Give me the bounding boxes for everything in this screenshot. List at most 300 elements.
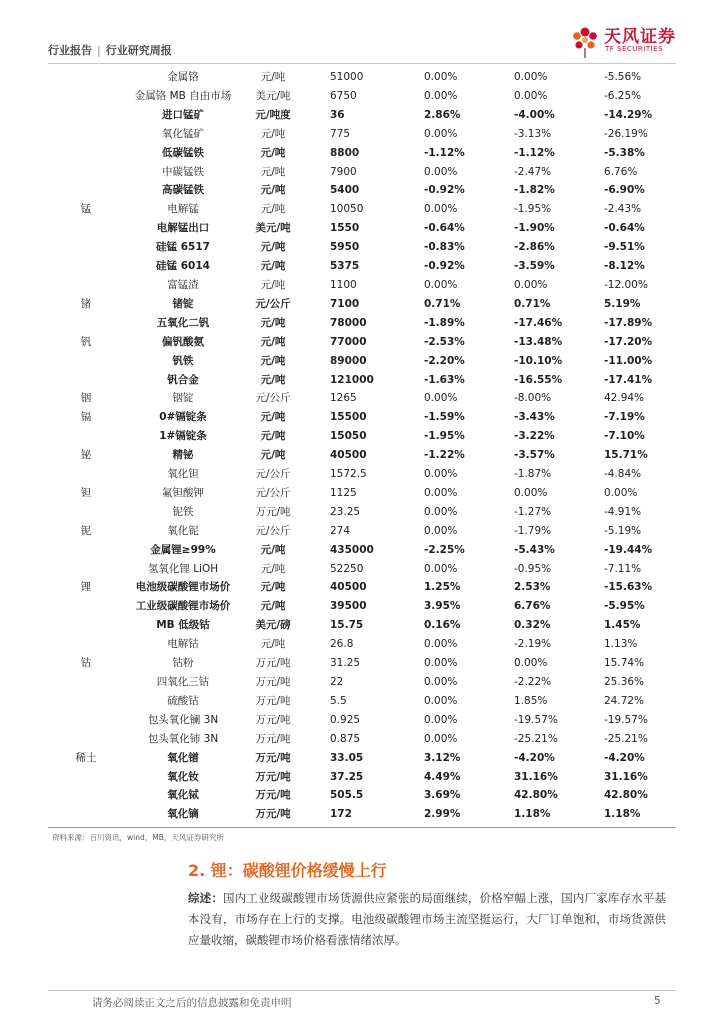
monthly-change-cell: -3.43% — [514, 411, 555, 424]
category-cell — [48, 219, 124, 238]
table-row — [48, 257, 676, 276]
unit-cell: 元/吨 — [260, 278, 286, 291]
product-name-cell: 精铋 — [172, 449, 194, 462]
table-row — [48, 352, 676, 371]
unit-cell: 元/吨 — [260, 638, 286, 651]
price-cell: 775 — [330, 127, 351, 140]
price-cell: 6750 — [330, 89, 357, 102]
price-cell: 274 — [330, 524, 351, 537]
tf-securities-logo — [568, 18, 698, 62]
product-name-cell: 硅锰 6517 — [156, 241, 210, 254]
monthly-change-cell: -1.82% — [514, 184, 555, 197]
weekly-change-cell: 1.25% — [424, 581, 461, 594]
product-name-cell: 金属铬 — [167, 71, 199, 83]
weekly-change-cell: 0.00% — [424, 127, 458, 140]
product-name-cell: 氧化铌 — [167, 524, 199, 537]
unit-cell: 元/吨 — [260, 562, 286, 575]
monthly-change-cell: -3.57% — [514, 449, 555, 462]
price-cell: 5950 — [330, 241, 360, 254]
monthly-change-cell: 0.32% — [514, 619, 551, 632]
category-cell — [48, 692, 124, 711]
product-name-cell: 1#镉锭条 — [159, 430, 207, 443]
unit-cell: 万元/吨 — [255, 751, 291, 764]
table-row — [48, 314, 676, 333]
table-row — [48, 711, 676, 730]
weekly-change-cell: 0.00% — [424, 468, 458, 481]
unit-cell: 元/公斤 — [255, 468, 291, 481]
category-cell — [48, 144, 124, 163]
footer-disclaimer: 请务必阅读正文之后的信息披露和免责申明 — [92, 997, 292, 1009]
category-cell: 钒 — [80, 335, 92, 348]
monthly-change-cell: -5.43% — [514, 543, 555, 556]
monthly-change-cell: -1.87% — [514, 468, 552, 481]
category-cell — [48, 616, 124, 635]
breadcrumb-weekly: 行业研究周报 — [105, 44, 172, 57]
table-row — [48, 200, 676, 219]
table-row — [48, 654, 676, 673]
price-cell: 51000 — [330, 71, 364, 83]
yearly-change-cell: -5.95% — [604, 600, 645, 613]
yearly-change-cell: 31.16% — [604, 770, 648, 783]
yearly-change-cell: -0.64% — [604, 222, 645, 235]
yearly-change-cell: -7.11% — [604, 562, 642, 575]
monthly-change-cell: 0.00% — [514, 657, 548, 670]
table-row — [48, 106, 676, 125]
product-name-cell: 铌铁 — [172, 505, 194, 518]
weekly-change-cell: 0.00% — [424, 676, 458, 688]
yearly-change-cell: 15.71% — [604, 449, 648, 462]
weekly-change-cell: 0.00% — [424, 562, 458, 575]
weekly-change-cell: 3.95% — [424, 600, 461, 613]
product-name-cell: 中碳锰铁 — [162, 165, 204, 178]
unit-cell: 元/吨 — [260, 203, 286, 216]
product-name-cell: 进口锰矿 — [162, 108, 204, 121]
unit-cell: 万元/吨 — [255, 732, 291, 745]
category-cell: 钴 — [80, 657, 92, 670]
weekly-change-cell: 2.99% — [424, 808, 461, 821]
table-row — [48, 144, 676, 163]
table-row — [48, 673, 676, 692]
weekly-change-cell: 0.00% — [424, 278, 458, 291]
unit-cell: 元/吨 — [260, 449, 286, 462]
price-cell: 40500 — [330, 449, 367, 462]
table-row — [48, 749, 676, 768]
product-name-cell: 钴粉 — [172, 657, 194, 670]
table-row — [48, 125, 676, 144]
table-row — [48, 87, 676, 106]
unit-cell: 元/吨 — [260, 581, 286, 594]
price-cell: 23.25 — [330, 505, 361, 518]
yearly-change-cell: 42.80% — [604, 789, 648, 802]
unit-cell: 元/吨 — [260, 316, 286, 329]
product-name-cell: MB 低级钴 — [156, 619, 210, 632]
yearly-change-cell: -17.20% — [604, 335, 653, 348]
product-name-cell: 铟锭 — [172, 392, 194, 405]
product-name-cell: 金属铬 MB 自由市场 — [134, 89, 232, 102]
category-cell: 铋 — [80, 449, 92, 462]
table-row — [48, 805, 676, 824]
price-cell: 505.5 — [330, 789, 364, 802]
yearly-change-cell: -25.21% — [604, 732, 648, 745]
unit-cell: 元/吨 — [260, 543, 286, 556]
unit-cell: 美元/磅 — [255, 619, 291, 632]
product-name-cell: 钒合金 — [167, 373, 199, 386]
monthly-change-cell: -4.00% — [514, 108, 555, 121]
weekly-change-cell: 0.00% — [424, 505, 458, 518]
weekly-change-cell: -0.92% — [424, 260, 465, 273]
monthly-change-cell: -2.22% — [514, 676, 552, 688]
category-cell — [48, 371, 124, 390]
monthly-change-cell: 1.85% — [514, 694, 548, 707]
unit-cell: 元/吨 — [260, 335, 286, 348]
yearly-change-cell: 15.74% — [604, 657, 645, 670]
unit-cell: 元/吨 — [260, 260, 286, 273]
yearly-change-cell: -4.91% — [604, 505, 642, 518]
monthly-change-cell: -2.19% — [514, 638, 552, 651]
product-name-cell: 氧化镨 — [167, 751, 199, 764]
table-row — [48, 503, 676, 522]
logo-chinese-name: 天风证券 — [604, 27, 676, 47]
yearly-change-cell: -17.41% — [604, 373, 653, 386]
weekly-change-cell: 0.71% — [424, 297, 461, 310]
price-cell: 40500 — [330, 581, 367, 594]
unit-cell: 美元/吨 — [255, 89, 291, 102]
monthly-change-cell: -1.90% — [514, 222, 555, 235]
price-cell: 31.25 — [330, 657, 361, 670]
yearly-change-cell: -8.12% — [604, 260, 645, 273]
category-cell: 铌 — [80, 524, 92, 537]
product-name-cell: 0#镉锭条 — [159, 411, 207, 424]
yearly-change-cell: -14.29% — [604, 108, 653, 121]
category-cell — [48, 125, 124, 144]
table-row — [48, 730, 676, 749]
category-cell — [48, 730, 124, 749]
monthly-change-cell: -10.10% — [514, 354, 563, 367]
product-name-cell: 工业级碳酸锂市场价 — [135, 600, 231, 613]
weekly-change-cell: -0.64% — [424, 222, 465, 235]
unit-cell: 元/公斤 — [255, 392, 291, 405]
table-bottom-rule — [48, 827, 676, 828]
price-cell: 15050 — [330, 430, 367, 443]
monthly-change-cell: 0.00% — [514, 278, 548, 291]
price-cell: 1572.5 — [330, 468, 367, 481]
unit-cell: 元/吨 — [260, 373, 286, 386]
monthly-change-cell: 0.00% — [514, 71, 548, 83]
price-cell: 15500 — [330, 411, 367, 424]
unit-cell: 美元/吨 — [255, 222, 291, 235]
monthly-change-cell: -1.79% — [514, 524, 552, 537]
price-cell: 37.25 — [330, 770, 364, 783]
monthly-change-cell: 0.71% — [514, 297, 551, 310]
category-cell — [48, 465, 124, 484]
price-cell: 36 — [330, 108, 345, 121]
unit-cell: 元/吨 — [260, 241, 286, 254]
yearly-change-cell: -9.51% — [604, 241, 645, 254]
price-cell: 5375 — [330, 260, 360, 273]
product-name-cell: 硅锰 6014 — [156, 260, 210, 273]
price-cell: 7900 — [330, 165, 357, 178]
unit-cell: 万元/吨 — [255, 676, 291, 688]
product-name-cell: 氧化铽 — [167, 789, 199, 802]
category-cell — [48, 427, 124, 446]
category-cell — [48, 597, 124, 616]
price-cell: 39500 — [330, 600, 367, 613]
table-row — [48, 768, 676, 787]
product-name-cell: 氢氧化锂 LiOH — [147, 562, 219, 575]
weekly-change-cell: -0.83% — [424, 241, 465, 254]
unit-cell: 元/吨 — [260, 411, 286, 424]
weekly-change-cell: -2.20% — [424, 354, 465, 367]
category-cell — [48, 238, 124, 257]
category-cell — [48, 181, 124, 200]
monthly-change-cell: -3.22% — [514, 430, 555, 443]
price-cell: 1265 — [330, 392, 357, 405]
unit-cell: 元/公斤 — [255, 297, 291, 310]
category-cell — [48, 106, 124, 125]
monthly-change-cell: 31.16% — [514, 770, 558, 783]
product-name-cell: 四氧化三钴 — [156, 676, 210, 688]
unit-cell: 元/吨 — [260, 430, 286, 443]
yearly-change-cell: -15.63% — [604, 581, 653, 594]
weekly-change-cell: 0.00% — [424, 165, 458, 178]
table-row — [48, 578, 676, 597]
table-row — [48, 427, 676, 446]
unit-cell: 元/公斤 — [255, 524, 291, 537]
yearly-change-cell: 24.72% — [604, 694, 645, 707]
price-cell: 10050 — [330, 203, 364, 216]
unit-cell: 元/吨 — [260, 184, 286, 197]
unit-cell: 万元/吨 — [255, 505, 291, 518]
price-cell: 89000 — [330, 354, 367, 367]
monthly-change-cell: 42.80% — [514, 789, 558, 802]
price-cell: 1125 — [330, 486, 357, 499]
yearly-change-cell: 0.00% — [604, 486, 638, 499]
category-cell: 锗 — [80, 297, 92, 310]
category-cell: 钽 — [80, 486, 92, 499]
product-name-cell: 低碳锰铁 — [162, 146, 204, 159]
category-cell: 稀土 — [75, 751, 97, 764]
price-cell: 77000 — [330, 335, 367, 348]
category-cell: 铟 — [80, 392, 92, 405]
category-cell — [48, 314, 124, 333]
unit-cell: 元/吨 — [260, 600, 286, 613]
product-name-cell: 氧化钽 — [167, 468, 199, 481]
category-cell — [48, 87, 124, 106]
table-row — [48, 692, 676, 711]
category-cell — [48, 541, 124, 560]
table-row — [48, 522, 676, 541]
unit-cell: 万元/吨 — [255, 770, 291, 783]
yearly-change-cell: 1.45% — [604, 619, 641, 632]
weekly-change-cell: -2.25% — [424, 543, 465, 556]
yearly-change-cell: -26.19% — [604, 127, 648, 140]
monthly-change-cell: -1.27% — [514, 505, 552, 518]
product-name-cell: 五氧化二钒 — [156, 316, 210, 329]
yearly-change-cell: -4.20% — [604, 751, 645, 764]
weekly-change-cell: 0.00% — [424, 713, 458, 726]
price-cell: 15.75 — [330, 619, 364, 632]
monthly-change-cell: -16.55% — [514, 373, 563, 386]
yearly-change-cell: -5.38% — [604, 146, 645, 159]
product-name-cell: 包头氧化镧 3N — [147, 713, 219, 726]
unit-cell: 元/吨 — [260, 146, 286, 159]
yearly-change-cell: 5.19% — [604, 297, 641, 310]
price-cell: 8800 — [330, 146, 360, 159]
yearly-change-cell: -5.56% — [604, 71, 642, 83]
weekly-change-cell: -1.89% — [424, 316, 465, 329]
price-cell: 22 — [330, 676, 344, 688]
monthly-change-cell: -1.95% — [514, 203, 552, 216]
category-cell: 镉 — [80, 411, 92, 424]
product-name-cell: 偏钒酸氨 — [162, 335, 204, 348]
price-cell: 0.925 — [330, 713, 361, 726]
unit-cell: 万元/吨 — [255, 657, 291, 670]
metal-price-table — [48, 68, 676, 824]
product-name-cell: 金属锂≥99% — [150, 543, 216, 556]
price-cell: 121000 — [330, 373, 374, 386]
product-name-cell: 钒铁 — [172, 354, 194, 367]
weekly-change-cell: 4.49% — [424, 770, 461, 783]
product-name-cell: 富锰渣 — [167, 278, 199, 291]
weekly-change-cell: 3.69% — [424, 789, 461, 802]
yearly-change-cell: -7.10% — [604, 430, 645, 443]
weekly-change-cell: 0.00% — [424, 524, 458, 537]
unit-cell: 元/吨 — [260, 165, 286, 178]
weekly-change-cell: -0.92% — [424, 184, 465, 197]
monthly-change-cell: 6.76% — [514, 600, 551, 613]
category-cell — [48, 635, 124, 654]
table-row — [48, 484, 676, 503]
product-name-cell: 电解锰 — [167, 203, 199, 216]
weekly-change-cell: 3.12% — [424, 751, 461, 764]
yearly-change-cell: -7.19% — [604, 411, 645, 424]
weekly-change-cell: 0.00% — [424, 657, 458, 670]
weekly-change-cell: -1.59% — [424, 411, 465, 424]
category-cell: 锂 — [80, 581, 92, 594]
product-name-cell: 硫酸钴 — [167, 694, 199, 707]
monthly-change-cell: -8.00% — [514, 392, 552, 405]
table-row — [48, 786, 676, 805]
weekly-change-cell: 0.00% — [424, 638, 458, 651]
product-name-cell: 电池级碳酸锂市场价 — [135, 581, 231, 594]
yearly-change-cell: -4.84% — [604, 468, 642, 481]
category-cell — [48, 68, 124, 87]
unit-cell: 万元/吨 — [255, 713, 291, 726]
price-cell: 5.5 — [330, 694, 347, 707]
product-name-cell: 包头氧化铈 3N — [147, 732, 219, 745]
unit-cell: 元/公斤 — [255, 486, 291, 499]
weekly-change-cell: -2.53% — [424, 335, 465, 348]
footer-divider — [48, 990, 676, 991]
table-row — [48, 635, 676, 654]
monthly-change-cell: 2.53% — [514, 581, 551, 594]
table-row — [48, 541, 676, 560]
page-number: 5 — [654, 995, 661, 1007]
unit-cell: 万元/吨 — [255, 694, 291, 707]
category-cell — [48, 163, 124, 182]
table-row — [48, 68, 676, 87]
breadcrumb-separator: | — [97, 44, 101, 57]
header-divider — [48, 63, 676, 64]
yearly-change-cell: 1.13% — [604, 638, 638, 651]
price-cell: 5400 — [330, 184, 360, 197]
price-cell: 1100 — [330, 278, 357, 291]
monthly-change-cell: -1.12% — [514, 146, 555, 159]
product-name-cell: 电解钴 — [167, 638, 199, 651]
yearly-change-cell: 1.18% — [604, 808, 641, 821]
yearly-change-cell: -6.25% — [604, 89, 642, 102]
category-cell — [48, 352, 124, 371]
monthly-change-cell: -2.86% — [514, 241, 555, 254]
unit-cell: 元/吨 — [260, 354, 286, 367]
summary-body: 国内工业级碳酸锂市场货源供应紧张的局面继续，价格窄幅上涨，国内厂家库存水平基本没有，市场存在上行的支撑。电池级碳酸锂市场主流坚挺运行，大厂订单饱和，市场货源供应量收缩，碳酸锂市场价格看涨情绪浓厚。 — [188, 891, 667, 947]
table-row — [48, 465, 676, 484]
summary-lead: 综述： — [188, 891, 223, 905]
table-row — [48, 446, 676, 465]
product-name-cell: 氧化钕 — [167, 770, 199, 783]
category-cell — [48, 560, 124, 579]
product-name-cell: 氟钽酸钾 — [162, 486, 204, 499]
yearly-change-cell: -19.57% — [604, 713, 648, 726]
weekly-change-cell: -1.22% — [424, 449, 465, 462]
category-cell — [48, 805, 124, 824]
flower-logo-icon — [568, 18, 602, 62]
section-summary — [188, 888, 666, 951]
weekly-change-cell: -1.95% — [424, 430, 465, 443]
unit-cell: 元/吨 — [260, 71, 286, 83]
monthly-change-cell: 0.00% — [514, 486, 548, 499]
page-header — [0, 0, 724, 75]
monthly-change-cell: -19.57% — [514, 713, 558, 726]
table-row — [48, 408, 676, 427]
category-cell — [48, 503, 124, 522]
logo-english-name: TF SECURITIES — [605, 45, 664, 53]
breadcrumb-report: 行业报告 — [48, 44, 92, 57]
yearly-change-cell: -2.43% — [604, 203, 642, 216]
section-heading: 2. 锂：碳酸锂价格缓慢上行 — [188, 861, 387, 880]
table-row — [48, 295, 676, 314]
weekly-change-cell: 2.86% — [424, 108, 461, 121]
monthly-change-cell: -4.20% — [514, 751, 555, 764]
unit-cell: 万元/吨 — [255, 808, 291, 821]
category-cell — [48, 257, 124, 276]
weekly-change-cell: 0.00% — [424, 89, 458, 102]
weekly-change-cell: 0.00% — [424, 203, 458, 216]
price-cell: 0.875 — [330, 732, 361, 745]
price-cell: 435000 — [330, 543, 374, 556]
yearly-change-cell: -6.90% — [604, 184, 645, 197]
price-cell: 7100 — [330, 297, 360, 310]
weekly-change-cell: 0.00% — [424, 732, 458, 745]
yearly-change-cell: -12.00% — [604, 278, 648, 291]
monthly-change-cell: -3.13% — [514, 127, 552, 140]
table-row — [48, 238, 676, 257]
price-cell: 1550 — [330, 222, 360, 235]
monthly-change-cell: 1.18% — [514, 808, 551, 821]
category-cell — [48, 711, 124, 730]
weekly-change-cell: 0.00% — [424, 486, 458, 499]
unit-cell: 元/吨度 — [255, 108, 291, 121]
price-cell: 172 — [330, 808, 352, 821]
product-name-cell: 锗锭 — [172, 297, 194, 310]
price-cell: 26.8 — [330, 638, 354, 651]
table-row — [48, 181, 676, 200]
yearly-change-cell: -11.00% — [604, 354, 653, 367]
product-name-cell: 氧化镝 — [167, 808, 199, 821]
monthly-change-cell: 0.00% — [514, 89, 548, 102]
table-row — [48, 333, 676, 352]
table-row — [48, 389, 676, 408]
